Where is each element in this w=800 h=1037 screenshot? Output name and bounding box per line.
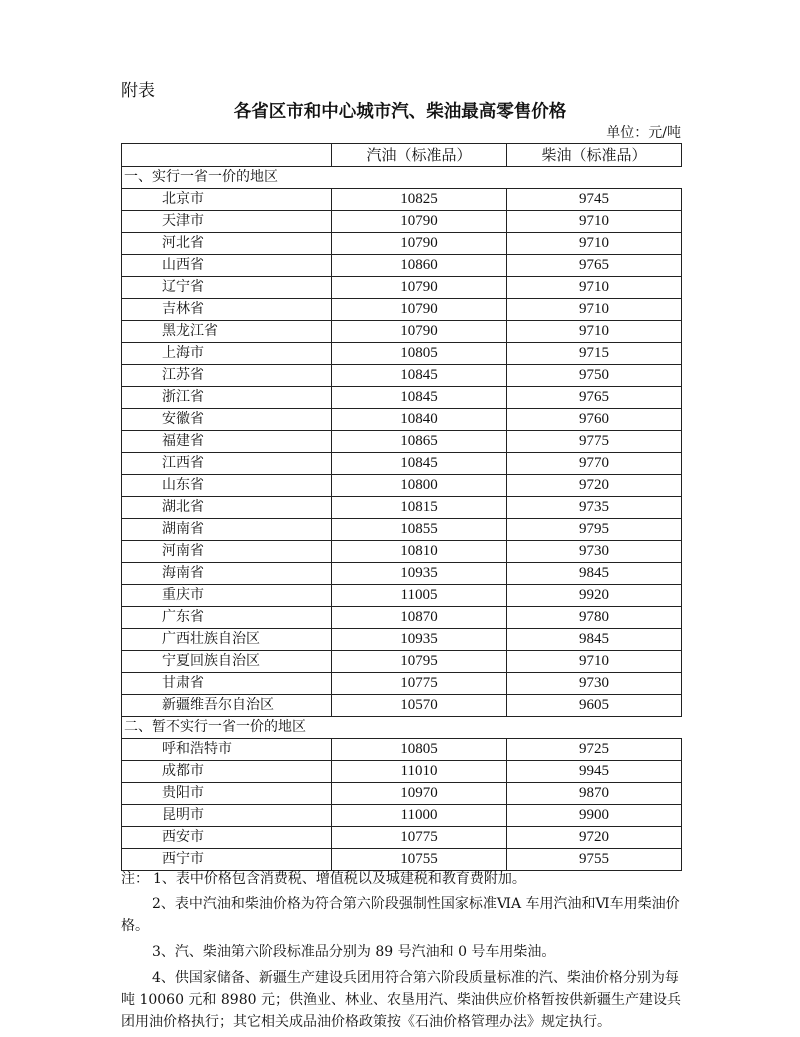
table-row	[122, 519, 682, 541]
region-name-cell: 广西壮族自治区	[122, 629, 332, 651]
table-row	[122, 211, 682, 233]
region-name-cell: 江苏省	[122, 365, 332, 387]
note-3: 3、汽、柴油第六阶段标准品分别为 89 号汽油和 0 号车用柴油。	[152, 944, 556, 960]
gasoline-price-cell: 10815	[332, 497, 507, 519]
region-name-cell: 上海市	[122, 343, 332, 365]
table-row	[122, 805, 682, 827]
table-row	[122, 541, 682, 563]
section-row	[122, 717, 682, 739]
note-2: 2、表中汽油和柴油价格为符合第六阶段强制性国家标准ⅥA 车用汽油和Ⅵ车用柴油价格。	[121, 896, 680, 934]
diesel-price-cell: 9750	[507, 365, 682, 387]
gasoline-price-cell: 10795	[332, 651, 507, 673]
table-row	[122, 431, 682, 453]
diesel-price-cell: 9745	[507, 189, 682, 211]
region-name-cell: 湖南省	[122, 519, 332, 541]
gasoline-price-cell: 10935	[332, 563, 507, 585]
region-name-cell: 江西省	[122, 453, 332, 475]
gasoline-price-cell: 10790	[332, 321, 507, 343]
gasoline-price-cell: 10790	[332, 211, 507, 233]
gasoline-price-cell: 10935	[332, 629, 507, 651]
gasoline-price-cell: 10845	[332, 387, 507, 409]
gasoline-price-cell: 10570	[332, 695, 507, 717]
table-row	[122, 321, 682, 343]
gasoline-price-cell: 10845	[332, 365, 507, 387]
gasoline-price-cell: 10825	[332, 189, 507, 211]
gasoline-price-cell: 10970	[332, 783, 507, 805]
region-name-cell: 重庆市	[122, 585, 332, 607]
diesel-price-cell: 9760	[507, 409, 682, 431]
region-name-cell: 昆明市	[122, 805, 332, 827]
diesel-price-cell: 9845	[507, 563, 682, 585]
diesel-price-cell: 9755	[507, 849, 682, 871]
region-name-cell: 广东省	[122, 607, 332, 629]
note-1-text: 1、表中价格包含消费税、增值税以及城建税和教育费附加。	[153, 871, 526, 887]
region-name-cell: 天津市	[122, 211, 332, 233]
table-row	[122, 475, 682, 497]
region-name-cell: 西安市	[122, 827, 332, 849]
diesel-price-cell: 9900	[507, 805, 682, 827]
region-name-cell: 宁夏回族自治区	[122, 651, 332, 673]
region-name-cell: 湖北省	[122, 497, 332, 519]
gasoline-price-cell: 10855	[332, 519, 507, 541]
diesel-price-cell: 9730	[507, 541, 682, 563]
section-label: 二、暂不实行一省一价的地区	[122, 717, 682, 739]
diesel-price-cell: 9870	[507, 783, 682, 805]
region-name-cell: 黑龙江省	[122, 321, 332, 343]
region-name-cell: 山东省	[122, 475, 332, 497]
diesel-price-cell: 9715	[507, 343, 682, 365]
diesel-price-cell: 9795	[507, 519, 682, 541]
gasoline-price-cell: 10840	[332, 409, 507, 431]
diesel-price-cell: 9720	[507, 827, 682, 849]
gasoline-price-cell: 11005	[332, 585, 507, 607]
region-name-cell: 贵阳市	[122, 783, 332, 805]
diesel-price-cell: 9845	[507, 629, 682, 651]
gasoline-price-cell: 10865	[332, 431, 507, 453]
region-name-cell: 吉林省	[122, 299, 332, 321]
region-name-cell: 甘肃省	[122, 673, 332, 695]
attachment-label: 附表	[121, 81, 155, 101]
table-row	[122, 409, 682, 431]
table-row	[122, 189, 682, 211]
diesel-price-cell: 9920	[507, 585, 682, 607]
price-table	[121, 143, 682, 871]
table-row	[122, 233, 682, 255]
region-name-cell: 河北省	[122, 233, 332, 255]
diesel-price-cell: 9710	[507, 299, 682, 321]
table-row	[122, 761, 682, 783]
diesel-price-cell: 9730	[507, 673, 682, 695]
column-header-region	[122, 144, 332, 167]
table-row	[122, 563, 682, 585]
table-row	[122, 255, 682, 277]
gasoline-price-cell: 10810	[332, 541, 507, 563]
section-row	[122, 167, 682, 189]
table-row	[122, 365, 682, 387]
gasoline-price-cell: 10755	[332, 849, 507, 871]
note-4: 4、供国家储备、新疆生产建设兵团用符合第六阶段质量标准的汽、柴油价格分别为每吨 10060 元和 8980 元；供渔业、林业、农垦用汽、柴油供应价格暂按供新疆生产建设兵团用油价格执行；其它相关成品油价格政策按《石油价格管理办法》规定执行。	[121, 970, 681, 1030]
table-row	[122, 827, 682, 849]
gasoline-price-cell: 10775	[332, 673, 507, 695]
table-row	[122, 299, 682, 321]
diesel-price-cell: 9735	[507, 497, 682, 519]
table-row	[122, 739, 682, 761]
gasoline-price-cell: 10805	[332, 343, 507, 365]
notes-section	[121, 868, 683, 1037]
region-name-cell: 成都市	[122, 761, 332, 783]
region-name-cell: 北京市	[122, 189, 332, 211]
table-row	[122, 607, 682, 629]
diesel-price-cell: 9710	[507, 651, 682, 673]
diesel-price-cell: 9770	[507, 453, 682, 475]
region-name-cell: 海南省	[122, 563, 332, 585]
table-row	[122, 673, 682, 695]
diesel-price-cell: 9710	[507, 233, 682, 255]
gasoline-price-cell: 10790	[332, 299, 507, 321]
gasoline-price-cell: 10870	[332, 607, 507, 629]
gasoline-price-cell: 11010	[332, 761, 507, 783]
gasoline-price-cell: 11000	[332, 805, 507, 827]
gasoline-price-cell: 10775	[332, 827, 507, 849]
diesel-price-cell: 9710	[507, 211, 682, 233]
unit-label: 单位：元/吨	[606, 125, 681, 141]
table-row	[122, 651, 682, 673]
table-row	[122, 497, 682, 519]
diesel-price-cell: 9720	[507, 475, 682, 497]
diesel-price-cell: 9710	[507, 321, 682, 343]
column-header-gasoline: 汽油（标准品）	[332, 144, 507, 167]
region-name-cell: 福建省	[122, 431, 332, 453]
gasoline-price-cell: 10790	[332, 277, 507, 299]
diesel-price-cell: 9765	[507, 255, 682, 277]
notes-label: 注：	[121, 871, 149, 887]
region-name-cell: 安徽省	[122, 409, 332, 431]
gasoline-price-cell: 10800	[332, 475, 507, 497]
diesel-price-cell: 9765	[507, 387, 682, 409]
region-name-cell: 山西省	[122, 255, 332, 277]
table-row	[122, 629, 682, 651]
diesel-price-cell: 9605	[507, 695, 682, 717]
gasoline-price-cell: 10805	[332, 739, 507, 761]
region-name-cell: 呼和浩特市	[122, 739, 332, 761]
table-row	[122, 343, 682, 365]
gasoline-price-cell: 10860	[332, 255, 507, 277]
section-label: 一、实行一省一价的地区	[122, 167, 682, 189]
table-row	[122, 387, 682, 409]
diesel-price-cell: 9780	[507, 607, 682, 629]
table-row	[122, 453, 682, 475]
table-row	[122, 277, 682, 299]
table-row	[122, 695, 682, 717]
gasoline-price-cell: 10790	[332, 233, 507, 255]
diesel-price-cell: 9725	[507, 739, 682, 761]
region-name-cell: 浙江省	[122, 387, 332, 409]
region-name-cell: 河南省	[122, 541, 332, 563]
diesel-price-cell: 9945	[507, 761, 682, 783]
region-name-cell: 西宁市	[122, 849, 332, 871]
region-name-cell: 辽宁省	[122, 277, 332, 299]
region-name-cell: 新疆维吾尔自治区	[122, 695, 332, 717]
column-header-diesel: 柴油（标准品）	[507, 144, 682, 167]
table-row	[122, 585, 682, 607]
table-header-row	[122, 144, 682, 167]
diesel-price-cell: 9775	[507, 431, 682, 453]
table-row	[122, 783, 682, 805]
gasoline-price-cell: 10845	[332, 453, 507, 475]
note-1	[121, 868, 683, 890]
diesel-price-cell: 9710	[507, 277, 682, 299]
page-title: 各省区市和中心城市汽、柴油最高零售价格	[233, 102, 567, 122]
